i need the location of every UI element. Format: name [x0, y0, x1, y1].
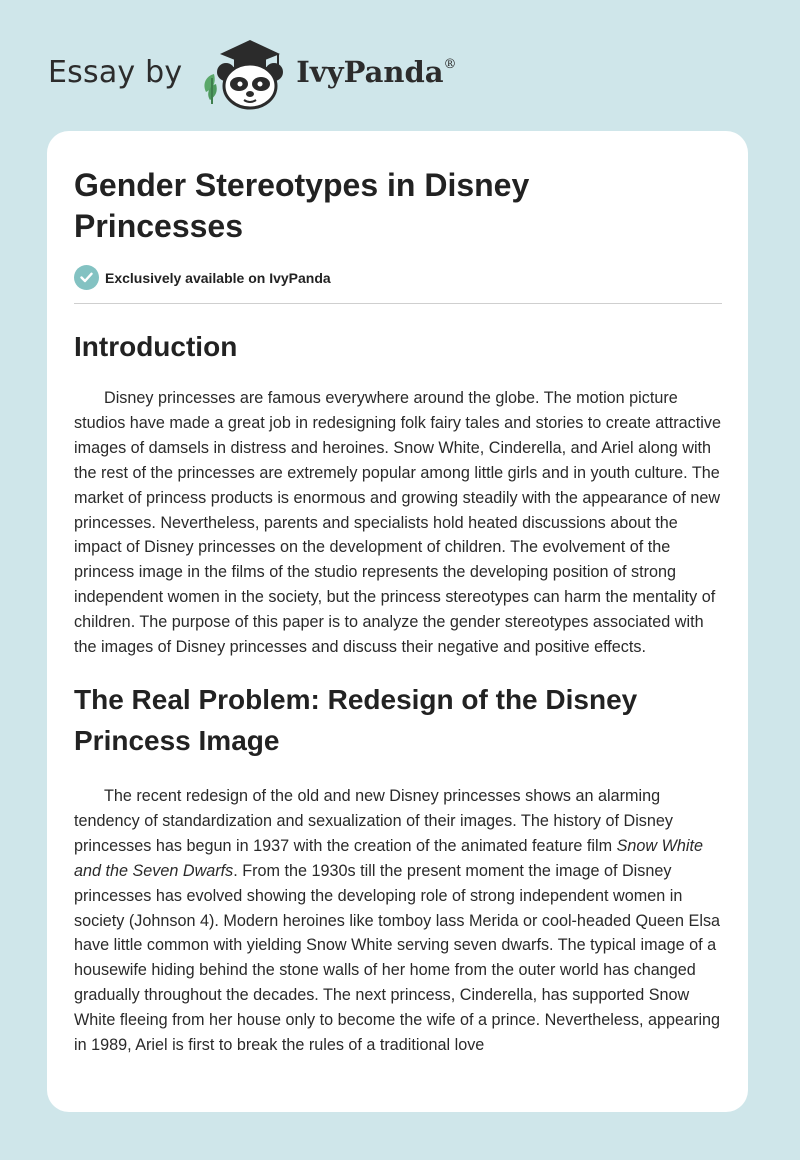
check-icon — [74, 265, 99, 290]
panda-graduate-icon — [200, 34, 292, 110]
section-heading: The Real Problem: Redesign of the Disney Princess Image — [74, 683, 638, 756]
section-introduction — [74, 326, 722, 660]
exclusive-badge — [74, 265, 722, 290]
divider — [74, 303, 722, 304]
site-header — [48, 32, 457, 112]
section-paragraph: Disney princesses are famous everywhere around the globe. The motion picture studios have made a great job in redesigning folk fairy tales and stories to create attractive images of damsels in distress and heroines. Snow White, Cinderella, and Ariel along with the rest of the princesses are extremely popular among little girls and in youth culture. The market of princess products is enormous and growing steadily with the appearance of new princesses. Nevertheless, parents and specialists hold heated discussions about the impact of Disney princesses on the development of children. The evolvement of the princess image in the films of the studio represents the developing position of strong independent women in the society, but the princess stereotypes can harm the mentality of children. The purpose of this paper is to analyze the gender stereotypes associated with the images of Disney princesses and discuss their negative and positive effects. — [74, 389, 721, 657]
section-heading: Introduction — [74, 331, 238, 362]
page-title: Gender Stereotypes in Disney Princesses — [74, 167, 530, 244]
registered-mark: ® — [443, 57, 457, 72]
essay-by-label: Essay by — [48, 54, 183, 90]
badge-label: Exclusively available on IvyPanda — [105, 269, 331, 286]
film-title: Snow White and the Seven Dwarfs — [74, 836, 703, 880]
section-paragraph: The recent redesign of the old and new Disney princesses shows an alarming tendency of standardization and sexualization of their images. The history of Disney princesses has begun in 1937 with the creation of the animated feature film Snow White and the Seven Dwarfs. From the 1930s till the present moment the image of Disney princesses has evolved showing the developing role of strong independent women in society (Johnson 4). Modern heroines like tomboy lass Merida or cool-headed Queen Elsa have little common with yielding Snow White serving seven dwarfs. The typical image of a housewife hiding behind the stone walls of her home from the outer world has changed gradually throughout the decades. The next princess, Cinderella, has supported Snow White fleeing from her house only to become the wife of a prince. Nevertheless, appearing in 1989, Ariel is first to break the rules of a traditional love — [74, 786, 721, 1055]
essay-card — [47, 131, 748, 1112]
section-real-problem — [74, 679, 722, 1058]
brand-name: IvyPanda® — [296, 55, 457, 89]
